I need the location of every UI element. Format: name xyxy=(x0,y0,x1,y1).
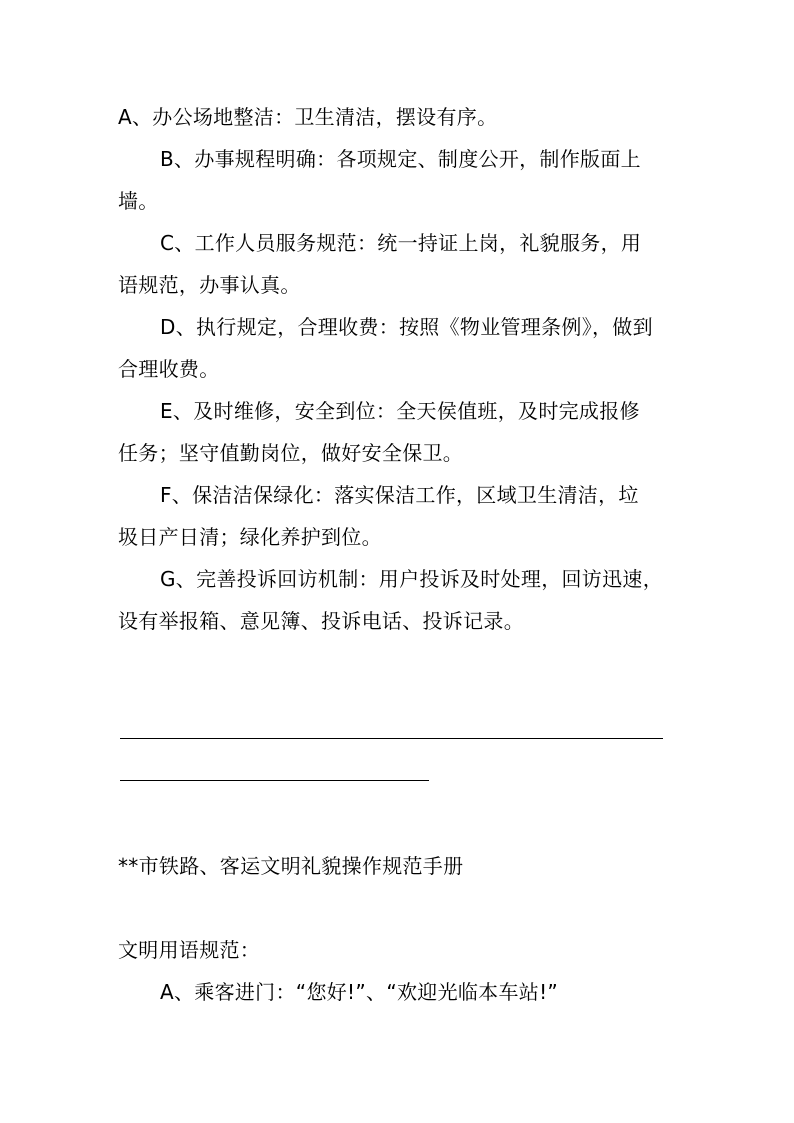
paragraph-e-line2: 任务；坚守值勤岗位，做好安全保卫。 xyxy=(118,441,464,465)
paragraph-b-line1: B、办事规程明确：各项规定、制度公开，制作版面上 xyxy=(160,147,641,171)
section-title: **市铁路、客运文明礼貌操作规范手册 xyxy=(118,854,464,878)
paragraph-c-line2: 语规范，办事认真。 xyxy=(118,273,301,297)
paragraph-f-line2: 圾日产日清；绿化养护到位。 xyxy=(118,525,382,549)
separator-line-long xyxy=(120,738,663,739)
paragraph-f-line1: F、保洁洁保绿化：落实保洁工作，区域卫生清洁，垃 xyxy=(160,483,639,507)
item-a: A、乘客进门：“您好!”、“欢迎光临本车站!” xyxy=(160,980,559,1004)
paragraph-g-line1: G、完善投诉回访机制：用户投诉及时处理，回访迅速， xyxy=(160,567,663,591)
separator-line-short xyxy=(120,780,429,781)
paragraph-e-line1: E、及时维修，安全到位：全天侯值班，及时完成报修 xyxy=(160,399,640,423)
paragraph-d-line2: 合理收费。 xyxy=(118,357,220,381)
paragraph-c-line1: C、工作人员服务规范：统一持证上岗，礼貌服务，用 xyxy=(160,231,642,255)
paragraph-a: A、办公场地整洁：卫生清洁，摆设有序。 xyxy=(118,105,498,129)
section-heading: 文明用语规范： xyxy=(118,938,261,962)
paragraph-d-line1: D、执行规定，合理收费：按照《物业管理条例》，做到 xyxy=(160,315,653,339)
paragraph-g-line2: 设有举报箱、意见簿、投诉电话、投诉记录。 xyxy=(118,609,524,633)
paragraph-b-line2: 墙。 xyxy=(118,189,159,213)
